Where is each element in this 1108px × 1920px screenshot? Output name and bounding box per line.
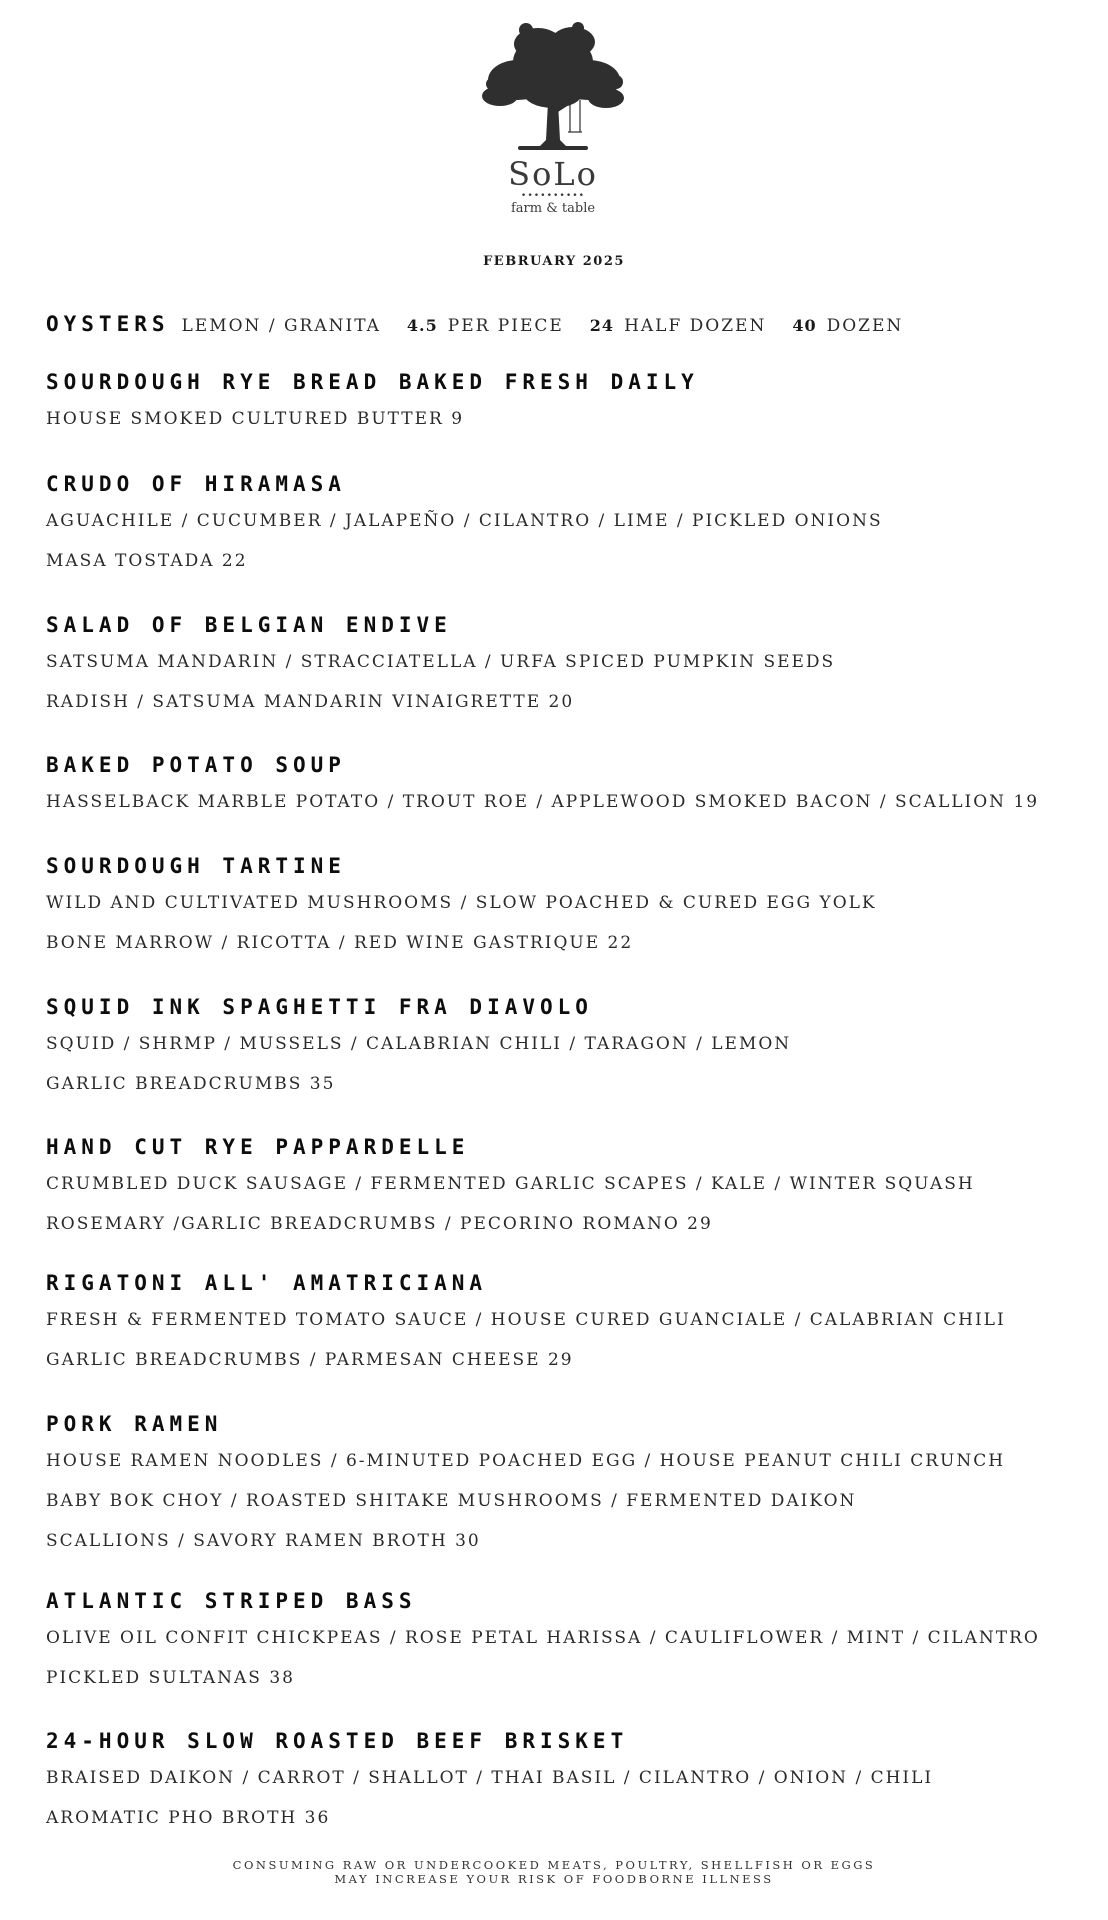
oysters-price-dozen: 40 [792,316,817,335]
brand-divider: •••••••••• [520,191,586,201]
oysters-unit-piece: PER PIECE [447,316,564,336]
menu-item-title: SOURDOUGH TARTINE [46,854,346,878]
disclaimer-line: CONSUMING RAW OR UNDERCOOKED MEATS, POULTRY, SHELLFISH OR EGGS [232,1858,876,1872]
menu-item-title: ATLANTIC STRIPED BASS [46,1589,417,1613]
menu-item-desc: GARLIC BREADCRUMBS 35 [46,1074,336,1094]
menu-item-desc: BABY BOK CHOY / ROASTED SHITAKE MUSHROOMS / FERMENTED DAIKON [46,1491,857,1511]
brand-tagline: farm & table [510,201,596,216]
menu-item [46,1133,975,1235]
menu-item-desc: SCALLIONS / SAVORY RAMEN BROTH 30 [46,1531,481,1551]
menu-item-title: HAND CUT RYE PAPPARDELLE [46,1135,470,1159]
disclaimer-line: MAY INCREASE YOUR RISK OF FOODBORNE ILLNESS [334,1872,774,1886]
menu-item-desc: CRUMBLED DUCK SAUSAGE / FERMENTED GARLIC SCAPES / KALE / WINTER SQUASH [46,1174,975,1194]
menu-item-title: SOURDOUGH RYE BREAD BAKED FRESH DAILY [46,370,699,394]
tree-icon [478,22,628,154]
menu-item-desc: BONE MARROW / RICOTTA / RED WINE GASTRIQUE 22 [46,933,634,953]
menu-item-desc: SATSUMA MANDARIN / STRACCIATELLA / URFA SPICED PUMPKIN SEEDS [46,652,836,672]
menu-item [46,993,791,1095]
oysters-line [46,310,903,338]
menu-date: FEBRUARY 2025 [483,254,625,269]
menu-item-desc: MASA TOSTADA 22 [46,551,248,571]
oysters-unit-dozen: DOZEN [826,316,904,336]
oysters-title: OYSTERS [46,312,170,336]
menu-item [46,368,699,430]
menu-item-title: BAKED POTATO SOUP [46,753,346,777]
menu-item-desc: HOUSE SMOKED CULTURED BUTTER 9 [46,409,465,429]
menu-item [46,1269,1006,1371]
menu-item-title: SQUID INK SPAGHETTI FRA DIAVOLO [46,995,593,1019]
menu-item-desc: ROSEMARY /GARLIC BREADCRUMBS / PECORINO ROMANO 29 [46,1214,713,1234]
menu-item [46,1410,1005,1552]
disclaimer [0,1858,1108,1886]
oysters-price-half-dozen: 24 [589,316,615,335]
menu-item [46,852,877,954]
menu-item-title: CRUDO OF HIRAMASA [46,472,346,496]
menu-item-desc: OLIVE OIL CONFIT CHICKPEAS / ROSE PETAL HARISSA / CAULIFLOWER / MINT / CILANTRO [46,1628,1040,1648]
menu-item-title: RIGATONI ALL' AMATRICIANA [46,1271,488,1295]
menu-item-desc: WILD AND CULTIVATED MUSHROOMS / SLOW POACHED & CURED EGG YOLK [46,893,877,913]
oysters-price-piece: 4.5 [406,316,438,335]
menu-item-desc: FRESH & FERMENTED TOMATO SAUCE / HOUSE CURED GUANCIALE / CALABRIAN CHILI [46,1310,1006,1330]
menu-item-desc: HOUSE RAMEN NOODLES / 6-MINUTED POACHED EGG / HOUSE PEANUT CHILI CRUNCH [46,1451,1006,1471]
menu-item [46,1587,1040,1689]
menu-item [46,751,1039,813]
menu-item-desc: AGUACHILE / CUCUMBER / JALAPEÑO / CILANTRO / LIME / PICKLED ONIONS [46,511,883,531]
menu-item-desc: BRAISED DAIKON / CARROT / SHALLOT / THAI BASIL / CILANTRO / ONION / CHILI [46,1768,934,1788]
menu-item-desc: GARLIC BREADCRUMBS / PARMESAN CHEESE 29 [46,1350,574,1370]
menu-item [46,611,835,713]
menu-item-desc: SQUID / SHRMP / MUSSELS / CALABRIAN CHILI / TARAGON / LEMON [46,1034,792,1054]
menu-item-desc: RADISH / SATSUMA MANDARIN VINAIGRETTE 20 [46,692,575,712]
oysters-desc: LEMON / GRANITA [181,316,381,336]
menu-item-title: 24-HOUR SLOW ROASTED BEEF BRISKET [46,1729,629,1753]
menu-item-desc: PICKLED SULTANAS 38 [46,1668,295,1688]
menu-item [46,1727,933,1829]
menu-item-desc: HASSELBACK MARBLE POTATO / TROUT ROE / APPLEWOOD SMOKED BACON / SCALLION 19 [46,792,1040,812]
oysters-unit-half-dozen: HALF DOZEN [624,316,767,336]
logo [478,22,628,220]
menu-item [46,470,883,572]
brand-name: SoLo [508,155,598,193]
menu-item-desc: AROMATIC PHO BROTH 36 [46,1808,331,1828]
menu-item-title: SALAD OF BELGIAN ENDIVE [46,613,452,637]
menu-item-title: PORK RAMEN [46,1412,223,1436]
